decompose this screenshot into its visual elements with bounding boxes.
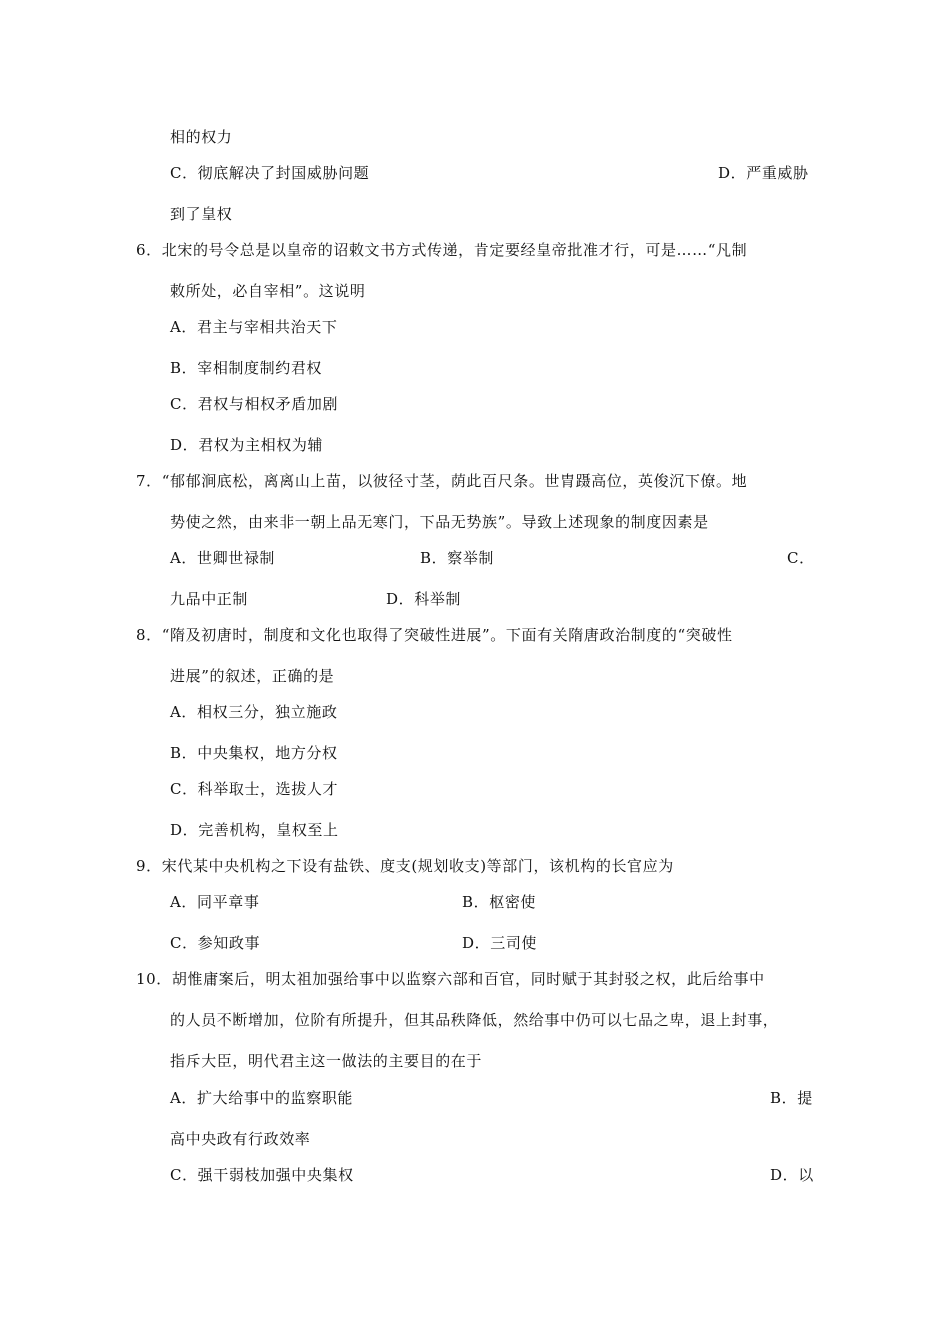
- question-10: 10．胡惟庸案后，明太祖加强给事中以监察六部和百官，同时赋于其封驳之权，此后给事中: [136, 970, 765, 988]
- option-b: B．察举制: [420, 549, 495, 567]
- option-c: C．君权与相权矛盾加剧: [170, 395, 339, 413]
- option-c: C．彻底解决了封国威胁问题: [170, 164, 370, 182]
- text-line: 到了皇权: [170, 205, 233, 223]
- text-line: 的人员不断增加，位阶有所提升，但其品秩降低，然给事中仍可以七品之卑，退上封事，: [170, 1011, 779, 1029]
- option-b: B．中央集权，地方分权: [170, 744, 338, 762]
- option-d: D．以: [770, 1166, 814, 1184]
- option-c: C．参知政事: [170, 934, 261, 952]
- question-9: 9．宋代某中央机构之下设有盐铁、度支(规划收支)等部门，该机构的长官应为: [136, 857, 674, 875]
- text-line: 高中央政有行政效率: [170, 1130, 311, 1148]
- option-b: B．宰相制度制约君权: [170, 359, 323, 377]
- option-d: D．科举制: [386, 590, 462, 608]
- option-d: D．严重威胁: [718, 164, 809, 182]
- option-a: A．世卿世禄制: [170, 549, 276, 567]
- option-a: A．相权三分，独立施政: [170, 703, 338, 721]
- option-b: B．枢密使: [462, 893, 537, 911]
- option-c: C．科举取士，选拔人才: [170, 780, 339, 798]
- option-a: A．君主与宰相共治天下: [170, 318, 338, 336]
- question-8: 8．“隋及初唐时，制度和文化也取得了突破性进展”。下面有关隋唐政治制度的“突破性: [136, 626, 733, 644]
- option-c: C．强干弱枝加强中央集权: [170, 1166, 354, 1184]
- option-d: D．君权为主相权为辅: [170, 436, 324, 454]
- text-line: 相的权力: [170, 128, 233, 146]
- option-b: B．提: [770, 1089, 813, 1107]
- option-a: A．同平章事: [170, 893, 260, 911]
- option-a: A．扩大给事中的监察职能: [170, 1089, 354, 1107]
- option-d: D．三司使: [462, 934, 538, 952]
- text-line: 进展”的叙述，正确的是: [170, 667, 335, 685]
- text-line: 势使之然，由来非一朝上品无寒门，下品无势族”。导致上述现象的制度因素是: [170, 513, 709, 531]
- text-line: 指斥大臣，明代君主这一做法的主要目的在于: [170, 1052, 483, 1070]
- text-line: 敕所处，必自宰相”。这说明: [170, 282, 366, 300]
- text-line: 九品中正制: [170, 590, 249, 608]
- option-c: C．: [787, 549, 815, 567]
- question-6: 6．北宋的号令总是以皇帝的诏敕文书方式传递，肯定要经皇帝批准才行，可是……“凡制: [136, 241, 748, 259]
- question-7: 7．“郁郁涧底松，离离山上苗，以彼径寸茎，荫此百尺条。世胄蹑高位，英俊沉下僚。地: [136, 472, 748, 490]
- option-d: D．完善机构，皇权至上: [170, 821, 339, 839]
